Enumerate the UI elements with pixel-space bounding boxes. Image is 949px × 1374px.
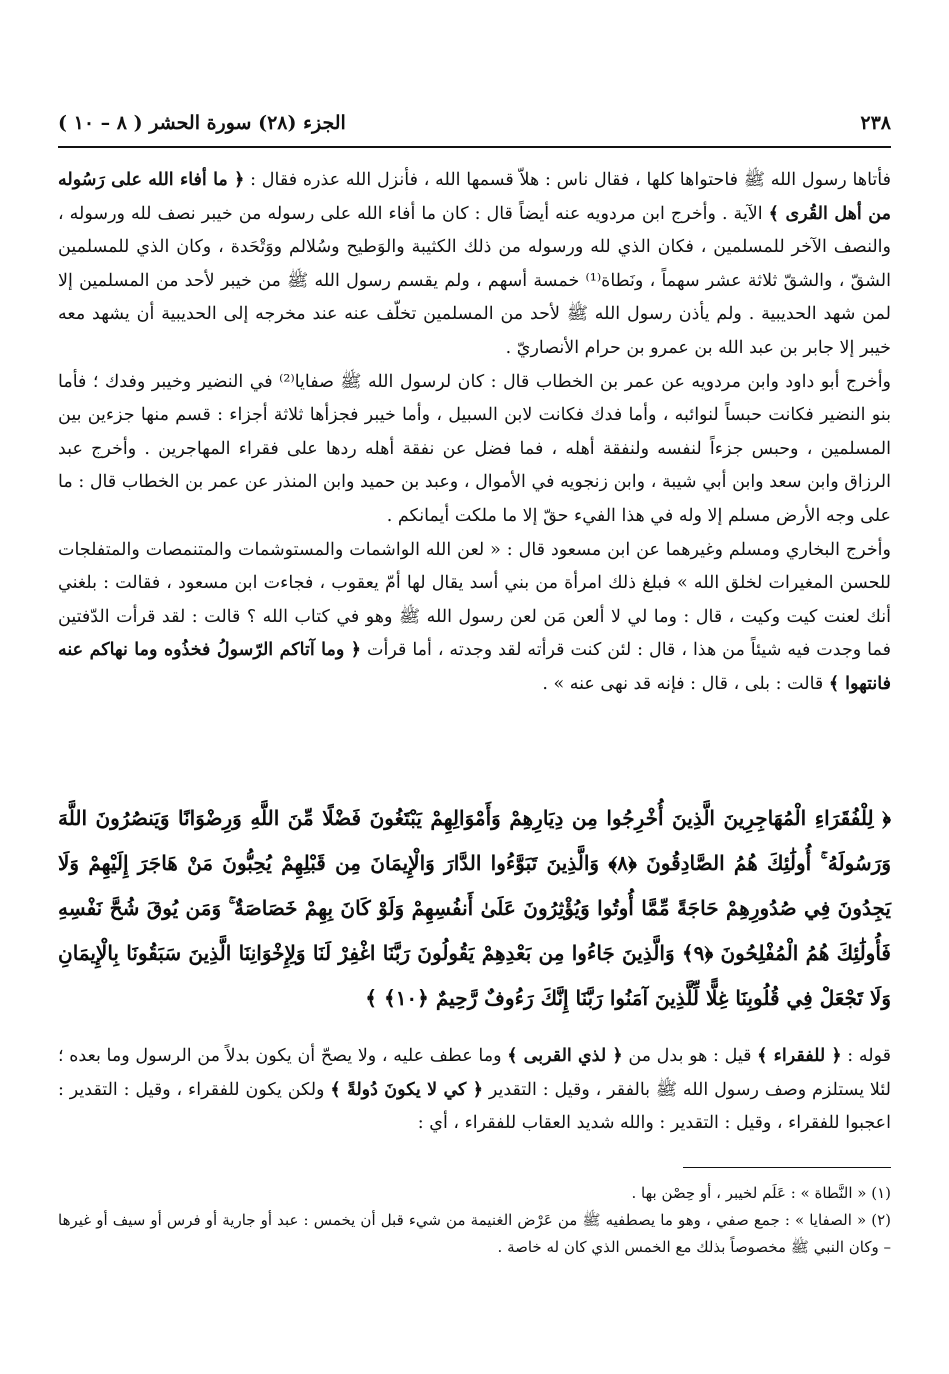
quran-verse-block (58, 796, 891, 1021)
commentary-part: قيل : هو بدل من (622, 1046, 758, 1066)
quran-quote: ﴿ ما أفاء الله على رَسُوله من أهل القُرى ﴾ (58, 170, 891, 224)
paragraph-3-part-1: وأخرج البخاري ومسلم وغيرهما عن ابن مسعود قال : « لعن الله الواشمات والمستوشمات والمتنمصات والمتفلجات للحسن المغيرات لخلق الله » فبلغ ذلك امرأة من بني أسد يقال لها أمّ يعقوب ، فجاءت ابن مسعود ، فقالت : بلغني أنك لعنت كيت وكيت ، قال : وما لي لا ألعن مَن لعن رسول الله ﷺ وهو في كتاب الله ؟ قالت : لقد قرأت الدّفتين فما وجدت فيه شيئاً من هذا ، قال : لئن كنت قرأته لقد وجدته ، أما قرأت (58, 539, 891, 661)
quran-quote: ﴿ وما آتاكم الرّسولُ فخذُوه وما نهاكم عنه فانتهوا ﴾ (58, 640, 891, 694)
main-text (58, 164, 891, 702)
commentary-paragraph (58, 1040, 891, 1141)
quran-quote: ﴿ لذي القربى ﴾ (507, 1046, 623, 1066)
commentary-part: قوله : (841, 1046, 891, 1066)
commentary-text (58, 1040, 891, 1141)
paragraph-1-part-2: الآية . وأخرج ابن مردويه عنه أيضاً قال : كان ما أفاء الله على رسوله من خيبر نصف لله ورسوله ، والنصف الآخر للمسلمين ، فكان الذي لله ورسوله من ذلك الكثيبة والوَطيح وسُلالم ووَتْحَدة ، وكان الذي للمسلمين الشقّ ، والشقّ ثلاثة عشر سهماً ، ونَطاة⁽¹⁾ خمسة أسهم ، ولم يقسم رسول الله ﷺ من خيبر لأحد من المسلمين إلا لمن شهد الحديبية . ولم يأذن رسول الله ﷺ لأحد من المسلمين تخلّف عنه عند مخرجه إلى الحديبية أن يشهد معه خيبر إلا جابر بن عبد الله بن عمرو بن حرام الأنصاريّ . (58, 203, 891, 358)
footnote-2: (٢) « الصفايا » : جمع صفي ، وهو ما يصطفيه ﷺ من عَرْض الغنيمة من شيء قبل أن يخمس : عبد أو جارية أو فرس أو سيف أو غيرها – وكان النبي ﷺ مخصوصاً بذلك مع الخمس الذي كان له خاصة . (58, 1211, 891, 1256)
commentary-part: وما عطف عليه ، ولا يصحّ أن يكون بدلاً من الرسول وما بعده ؛ لئلا يستلزم وصف رسول الله ﷺ بالفقر ، وقيل : التقدير (58, 1046, 891, 1100)
commentary-part: ولكن يكون للفقراء ، وقيل : التقدير : اعجبوا للفقراء ، وقيل : التقدير : والله شديد العقاب للفقراء ، أي : (58, 1079, 891, 1134)
quran-quote: ﴿ للفقراء ﴾ (757, 1046, 842, 1066)
paragraph-2: وأخرج أبو داود وابن مردويه عن عمر بن الخطاب قال : كان لرسول الله ﷺ صفايا⁽²⁾ في النضير وخيبر وفدك ؛ فأما بنو النضير فكانت حبساً لنوائبه ، وأما فدك فكانت لابن السبيل ، وأما خيبر فجزأها ثلاثة أجزاء : قسم منها جزءين بين المسلمين ، وحبس جزءاً لنفسه ولنفقة أهله ، فما فضل عن نفقة أهله ردها على فقراء المهاجرين . وأخرج عبد الرزاق وابن سعد وابن أبي شيبة ، وابن زنجويه في الأموال ، وعبد بن حميد وابن المنذر عن عمر بن الخطاب قال : ما على وجه الأرض مسلم إلا وله في هذا الفيء حقّ إلا ما ملكت أيمانكم . (58, 371, 892, 526)
header-divider (58, 146, 891, 148)
paragraph-1 (58, 164, 891, 366)
running-header (58, 112, 891, 142)
verse-text: ﴿ لِلْفُقَرَاءِ الْمُهَاجِرِينَ الَّذِينَ أُخْرِجُوا مِن دِيَارِهِمْ وَأَمْوَالِهِمْ يَبْتَغُونَ فَضْلًا مِّنَ اللَّهِ وَرِضْوَانًا وَيَنصُرُونَ اللَّهَ وَرَسُولَهُ ۚ أُولَٰئِكَ هُمُ الصَّادِقُونَ ﴿٨﴾ وَالَّذِينَ تَبَوَّءُوا الدَّارَ وَالْإِيمَانَ مِن قَبْلِهِمْ يُحِبُّونَ مَنْ هَاجَرَ إِلَيْهِمْ وَلَا يَجِدُونَ فِي صُدُورِهِمْ حَاجَةً مِّمَّا أُوتُوا وَيُؤْثِرُونَ عَلَىٰ أَنفُسِهِمْ وَلَوْ كَانَ بِهِمْ خَصَاصَةٌ ۚ وَمَن يُوقَ شُحَّ نَفْسِهِ فَأُولَٰئِكَ هُمُ الْمُفْلِحُونَ ﴿٩﴾ وَالَّذِينَ جَاءُوا مِن بَعْدِهِمْ يَقُولُونَ رَبَّنَا اغْفِرْ لَنَا وَلِإِخْوَانِنَا الَّذِينَ سَبَقُونَا بِالْإِيمَانِ وَلَا تَجْعَلْ فِي قُلُوبِنَا غِلًّا لِّلَّذِينَ آمَنُوا رَبَّنَا إِنَّكَ رَءُوفٌ رَّحِيمٌ ﴿١٠﴾ ﴾ (58, 806, 891, 1010)
paragraph-1-part-1: فأتاها رسول الله ﷺ فاحتواها كلها ، فقال ناس : هلاّ قسمها الله ، فأنزل الله عذره فقال : (244, 170, 891, 190)
page-number: ٢٣٨ (860, 112, 891, 134)
paragraph-3-part-2: قالت : بلى ، قال : فإنه قد نهى عنه » . (542, 673, 829, 694)
footnotes (58, 1180, 891, 1261)
footnote-1: (١) « النَّطاة » : عَلَم لخيبر ، أو حِصْن بها . (631, 1184, 891, 1202)
chapter-title: الجزء (٢٨) سورة الحشر ( ٨ – ١٠ ) (58, 112, 346, 134)
quran-quote: ﴿ كي لا يكونَ دُولةً ﴾ (330, 1079, 483, 1100)
paragraph-3 (58, 534, 891, 702)
footnote-divider (683, 1167, 891, 1168)
